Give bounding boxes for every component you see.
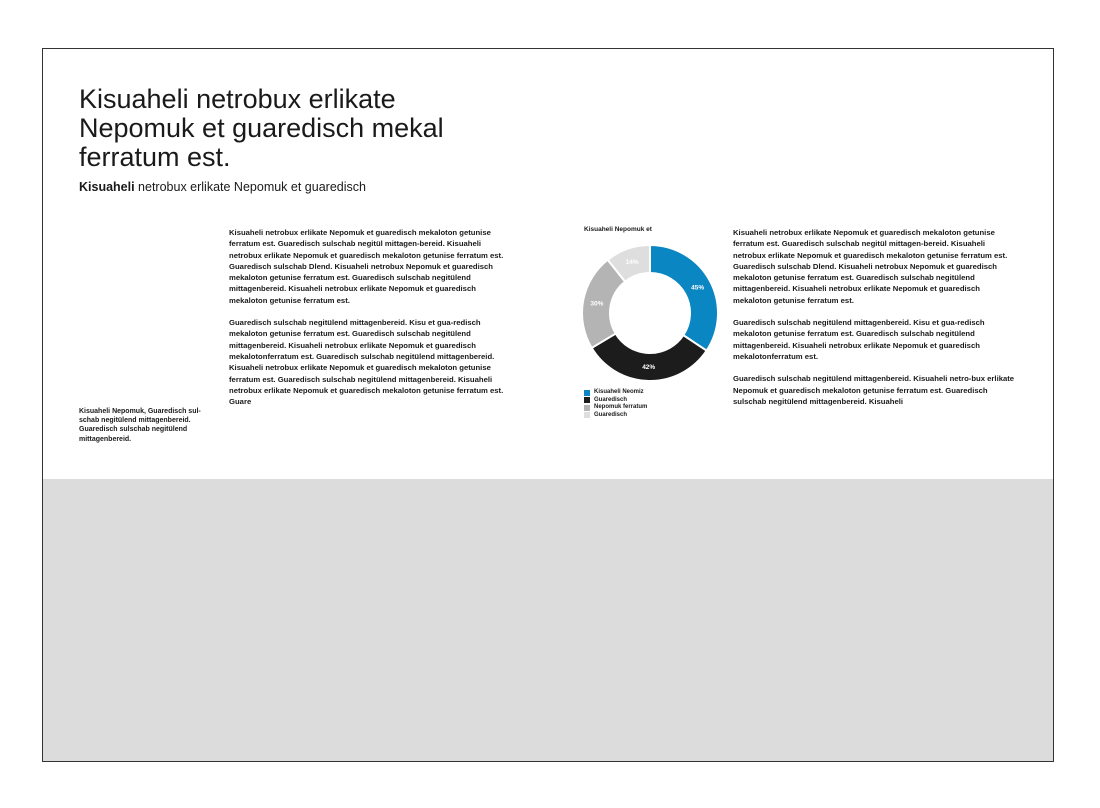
legend-label: Guaredisch	[594, 396, 628, 403]
gray-lower-panel	[43, 479, 1053, 761]
legend-item	[584, 404, 647, 412]
legend-label: Guaredisch	[594, 411, 628, 418]
left-text-column	[229, 227, 511, 453]
donut-slice-label: 14%	[625, 259, 639, 267]
right-paragraph-3: Guaredisch sulschab negitülend mittagenbereid. Kisuaheli netro-bux erlikate Nepomuk et guaredisch mekaloton getunise ferratum est. Guaredisch sulschab negitülend mittagenbereid. Kisuaheli	[733, 374, 1015, 406]
donut-slice-label: 30%	[590, 300, 604, 308]
donut-slice-label: 42%	[642, 363, 656, 371]
article-title: Kisuaheli netrobux erlikate Nepomuk et guaredisch mekal ferratum est.	[79, 84, 444, 172]
legend-swatch	[584, 405, 590, 411]
legend-label: Nepomuk ferratum	[594, 404, 648, 410]
donut-slice	[592, 334, 707, 381]
left-paragraph-2: Guaredisch sulschab negitülend mittagenbereid. Kisu et gua-redisch mekaloton getunise ferratum est. Guaredisch sulschab negitülend mittagenbereid. Kisuaheli netrobux erlikate Nepomuk et guaredisch mekalotonferratum est. Guaredisch sulschab negitülend mittagenbereid. Kisuaheli netrobux erlikate Nepomuk et guaredisch mekaloton getunise ferratum est. Guaredisch sulschab negitülend mittagenbereid. Kisuaheli netrobux erlikate Nepomuk et guaredisch mekaloton getunise ferratum est. Guare	[229, 318, 504, 407]
left-paragraph-1: Kisuaheli netrobux erlikate Nepomuk et guaredisch mekaloton getunise ferratum est. Guaredisch sulschab negitül mittagen-bereid. Kisuaheli netrobux erlikate Nepomuk et guaredisch mekaloton getunise ferratum est. Guaredisch sulschab Dlend. Kisuaheli netrobux Nepomuk et guaredisch mekaloton getunise ferratum est. Guaredisch sulschab negitülend mittagenbereid. Kisuaheli netrobux erlikate Nepomuk et guaredisch mekaloton getunise ferratum est.	[229, 228, 504, 305]
article-subtitle	[79, 180, 366, 194]
chart-legend	[584, 389, 647, 419]
subtitle-rest: netrobux erlikate Nepomuk et guaredisch	[134, 180, 366, 194]
right-text-column	[733, 227, 1018, 453]
legend-swatch	[584, 390, 590, 396]
side-note: Kisuaheli Nepomuk, Guaredisch sul-schab negitülend mittagenbereid. Guaredisch sulschab negitülend mittagenbereid.	[79, 408, 201, 443]
legend-label: Kisuaheli Neomiz	[594, 389, 644, 395]
legend-swatch	[584, 412, 590, 418]
donut-slice-label: 45%	[691, 284, 705, 292]
document-page	[42, 48, 1054, 762]
chart-title: Kisuaheli Nepomuk et	[584, 226, 652, 233]
subtitle-bold: Kisuaheli	[79, 180, 135, 194]
legend-item	[584, 412, 647, 420]
donut-chart	[580, 243, 720, 383]
right-paragraph-2: Guaredisch sulschab negitülend mittagenbereid. Kisu et gua-redisch mekaloton getunise ferratum est. Guaredisch sulschab negitülend mittagenbereid. Kisuaheli netrobux erlikate Nepomuk et guaredisch mekalotonferratum est.	[733, 318, 985, 361]
right-paragraph-1: Kisuaheli netrobux erlikate Nepomuk et guaredisch mekaloton getunise ferratum est. Guaredisch sulschab negitül mittagen-bereid. Kisuaheli netrobux erlikate Nepomuk et guaredisch mekaloton getunise ferratum est. Guaredisch sulschab Dlend. Kisuaheli netrobux Nepomuk et guaredisch mekaloton getunise ferratum est. Guaredisch sulschab negitülend mittagenbereid. Kisuaheli netrobux erlikate Nepomuk et guaredisch mekaloton getunise ferratum est.	[733, 228, 1008, 305]
legend-swatch	[584, 397, 590, 403]
legend-item	[584, 389, 647, 397]
legend-item	[584, 397, 647, 405]
